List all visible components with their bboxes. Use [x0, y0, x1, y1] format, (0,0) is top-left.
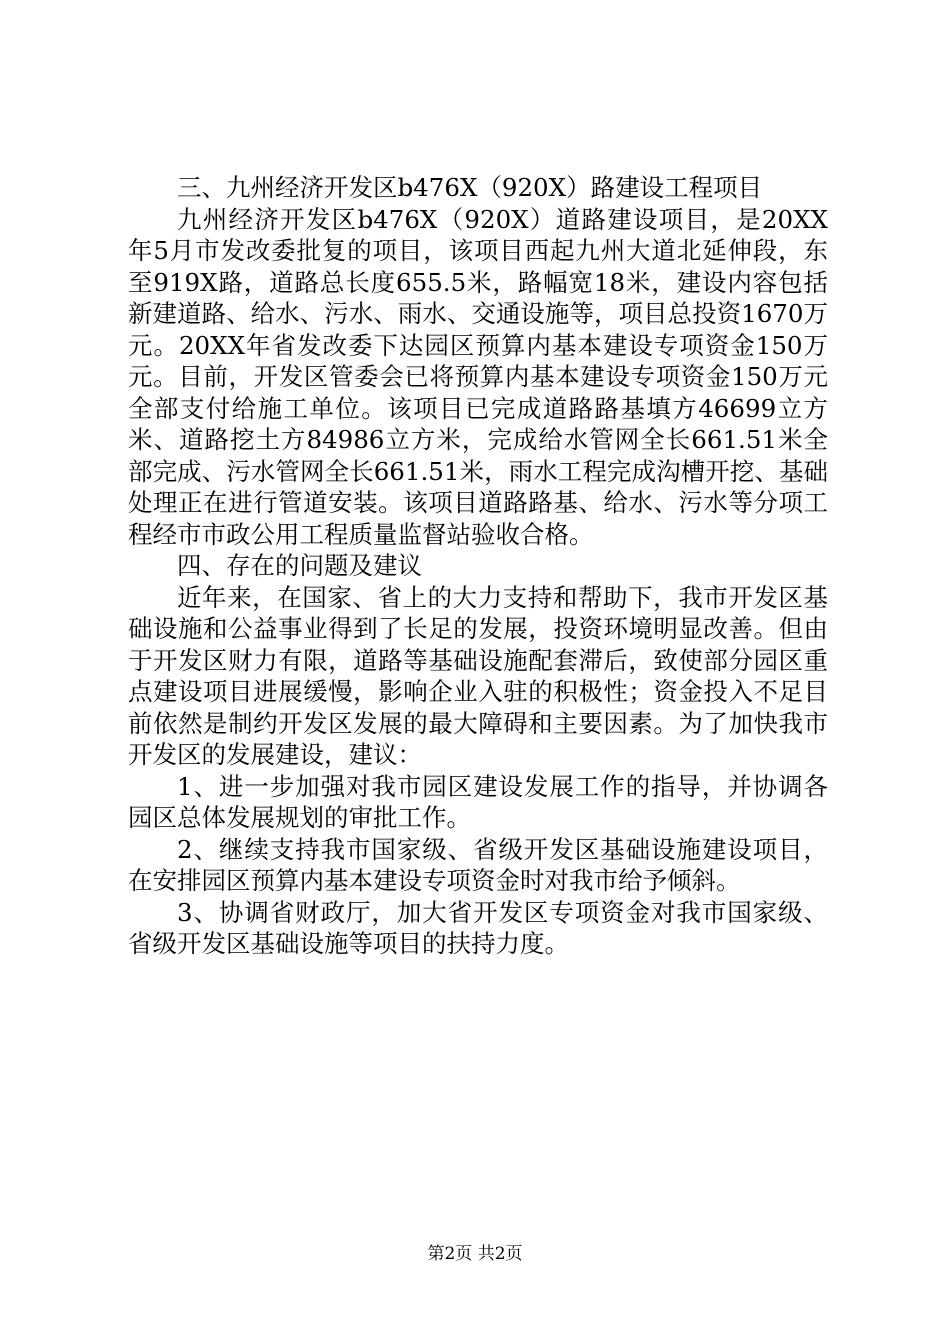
section-heading-4: 四、存在的问题及建议: [177, 551, 422, 580]
suggestion-item-3: 3、协调省财政厅，加大省开发区专项资金对我市国家级、省级开发区基础设施等项目的扶持力度。: [128, 897, 828, 958]
page-number-footer: 第2页 共2页: [427, 1244, 523, 1264]
paragraph-project-details: 九州经济开发区b476X（920X）道路建设项目，是20XX年5月市发改委批复的项目，该项目西起九州大道北延伸段，东至919X路，道路总长度655.5米，路幅宽18米，建设内容包括新建道路、给水、污水、雨水、交通设施等，项目总投资1670万元。20XX年省发改委下达园区预算内基本建设专项资金150万元。目前，开发区管委会已将预算内基本建设专项资金150万元全部支付给施工单位。该项目已完成道路路基填方46699立方米、道路挖土方84986立方米，完成给水管网全长661.51米全部完成、污水管网全长661.51米，雨水工程完成沟槽开挖、基础处理正在进行管道安装。该项目道路路基、给水、污水等分项工程经市市政公用工程质量监督站验收合格。: [128, 204, 828, 549]
document-body: [128, 172, 828, 960]
paragraph-issues: 近年来，在国家、省上的大力支持和帮助下，我市开发区基础设施和公益事业得到了长足的发展，投资环境明显改善。但由于开发区财力有限，道路等基础设施配套滞后，致使部分园区重点建设项目进展缓慢，影响企业入驻的积极性；资金投入不足目前依然是制约开发区发展的最大障碍和主要因素。为了加快我市开发区的发展建设，建议：: [128, 582, 828, 769]
section-heading-3: 三、九州经济开发区b476X（920X）路建设工程项目: [177, 173, 763, 202]
suggestion-item-2: 2、继续支持我市国家级、省级开发区基础设施建设项目，在安排园区预算内基本建设专项资金时对我市给予倾斜。: [128, 834, 828, 895]
suggestion-item-1: 1、进一步加强对我市园区建设发展工作的指导，并协调各园区总体发展规划的审批工作。: [128, 771, 828, 832]
